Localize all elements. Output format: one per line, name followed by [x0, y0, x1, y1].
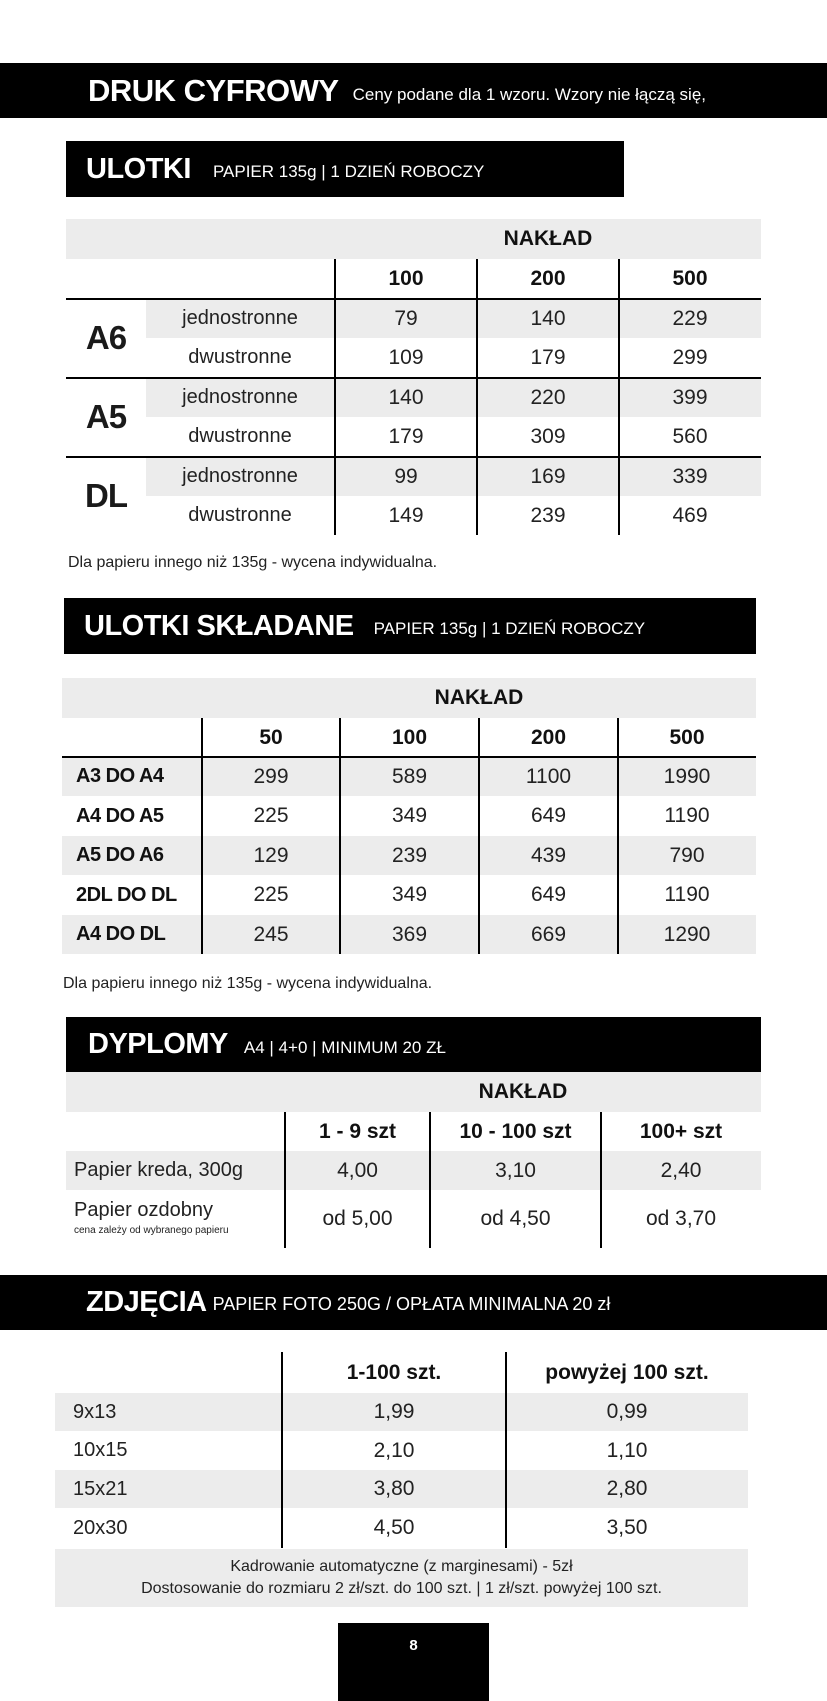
- skladane-title: ULOTKI SKŁADANE: [84, 609, 354, 642]
- skladane-price: 790: [669, 843, 705, 867]
- ulotki-price: 169: [530, 464, 566, 488]
- zdjecia-price: 2,10: [373, 1438, 415, 1462]
- ulotki-price: 229: [672, 306, 708, 330]
- page-number-tab: [338, 1623, 489, 1701]
- ulotki-price: 399: [672, 385, 708, 409]
- skladane-price: 1190: [664, 804, 710, 827]
- page-title: DRUK CYFROWY: [88, 72, 339, 108]
- page-subtitle: Ceny podane dla 1 wzoru. Wzory nie łączą się,: [352, 84, 707, 104]
- skladane-col-header: 200: [530, 725, 567, 749]
- dyplomy-price: 3,10: [495, 1158, 536, 1182]
- skladane-header: [64, 598, 756, 654]
- dyplomy-price: 2,40: [660, 1158, 702, 1182]
- ulotki-price: 79: [394, 306, 418, 330]
- zdjecia-header: [0, 1275, 827, 1330]
- zdjecia-footer-line: Dostosowanie do rozmiaru 2 zł/szt. do 100 szt. | 1 zł/szt. powyżej 100 szt.: [141, 1580, 662, 1597]
- page-number: 8: [409, 1637, 418, 1654]
- dyplomy-title: DYPLOMY: [88, 1028, 228, 1060]
- skladane-price: 349: [391, 804, 428, 827]
- ulotki-row-label: dwustronne: [188, 504, 292, 526]
- zdjecia-price: 0,99: [606, 1400, 648, 1423]
- ulotki-col-header: 100: [388, 267, 424, 290]
- ulotki-price: 560: [672, 424, 708, 448]
- ulotki-row-label: jednostronne: [182, 307, 298, 329]
- ulotki-note: Dla papieru innego niż 135g - wycena indywidualna.: [68, 554, 438, 571]
- zdjecia-price: 1,99: [373, 1400, 415, 1423]
- skladane-price: 129: [253, 843, 289, 867]
- ulotki-format-a6: A6: [85, 319, 127, 356]
- zdjecia-footer: [55, 1549, 748, 1607]
- ulotki-title: ULOTKI: [86, 152, 191, 185]
- zdjecia-row-label: 10x15: [73, 1439, 128, 1461]
- skladane-price: 225: [253, 883, 289, 906]
- dyplomy-col-header: 100+ szt: [639, 1119, 723, 1143]
- ulotki-price: 140: [388, 385, 424, 409]
- zdjecia-row-label: 15x21: [73, 1477, 128, 1500]
- ulotki-price: 140: [530, 306, 566, 330]
- skladane-price: 1100: [525, 764, 572, 788]
- dyplomy-row-label: Papier kreda, 300g: [74, 1159, 244, 1181]
- ulotki-price: 239: [530, 503, 566, 527]
- dyplomy-price: od 4,50: [480, 1207, 551, 1230]
- page-header: [0, 63, 827, 118]
- ulotki-col-header: 500: [672, 267, 708, 290]
- dyplomy-subtitle: A4 | 4+0 | MINIMUM 20 ZŁ: [243, 1037, 446, 1057]
- zdjecia-price: 1,10: [606, 1438, 648, 1462]
- skladane-subtitle: PAPIER 135g | 1 DZIEŃ ROBOCZY: [373, 619, 646, 638]
- skladane-price: 1190: [664, 883, 710, 906]
- zdjecia-col-header: 1-100 szt.: [346, 1360, 442, 1384]
- skladane-price: 439: [530, 843, 567, 867]
- ulotki-format-dl: DL: [85, 477, 127, 514]
- dyplomy-col-header: 1 - 9 szt: [318, 1119, 397, 1143]
- dyplomy-header: [66, 1017, 761, 1072]
- skladane-price: 649: [530, 883, 567, 906]
- zdjecia-price: 2,80: [606, 1477, 648, 1500]
- ulotki-price: 299: [672, 345, 708, 369]
- zdjecia-col-header: powyżej 100 szt.: [545, 1360, 709, 1384]
- ulotki-price: 179: [530, 345, 566, 369]
- ulotki-price: 469: [672, 503, 708, 527]
- dyplomy-price: od 3,70: [645, 1207, 717, 1230]
- skladane-row-label: A5 DO A6: [76, 844, 164, 866]
- skladane-price: 669: [530, 922, 567, 946]
- ulotki-row-label: dwustronne: [188, 346, 292, 368]
- dyplomy-price: 4,00: [337, 1158, 378, 1182]
- skladane-price: 649: [530, 804, 567, 827]
- ulotki-naklad-label: NAKŁAD: [503, 227, 593, 250]
- dyplomy-col-header: 10 - 100 szt: [459, 1119, 572, 1143]
- skladane-row-label: A3 DO A4: [76, 765, 164, 787]
- ulotki-subtitle: PAPIER 135g | 1 DZIEŃ ROBOCZY: [212, 162, 485, 181]
- skladane-note: Dla papieru innego niż 135g - wycena indywidualna.: [63, 975, 433, 992]
- skladane-price: 245: [253, 922, 289, 946]
- skladane-col-header: 50: [259, 725, 283, 749]
- dyplomy-row-sublabel: cena zależy od wybranego papieru: [74, 1225, 229, 1236]
- ulotki-price: 309: [530, 424, 566, 448]
- ulotki-header: [66, 141, 624, 197]
- dyplomy-price: od 5,00: [322, 1207, 393, 1230]
- ulotki-price: 149: [388, 503, 424, 527]
- ulotki-row-label: jednostronne: [182, 386, 298, 408]
- ulotki-col-header: 200: [530, 267, 566, 290]
- skladane-price: 1990: [663, 764, 711, 788]
- zdjecia-row-label: 9x13: [73, 1400, 117, 1423]
- ulotki-price: 179: [388, 424, 424, 448]
- ulotki-format-a5: A5: [85, 398, 127, 435]
- skladane-col-header: 500: [669, 725, 705, 749]
- ulotki-price: 220: [530, 385, 566, 409]
- zdjecia-price: 3,80: [373, 1477, 415, 1500]
- skladane-price: 225: [253, 804, 289, 827]
- ulotki-price: 339: [672, 464, 708, 488]
- zdjecia-footer-line: Kadrowanie automatyczne (z marginesami) - 5zł: [230, 1558, 573, 1575]
- skladane-price: 349: [391, 883, 428, 906]
- ulotki-price: 99: [394, 464, 418, 488]
- skladane-row-label: A4 DO DL: [76, 923, 166, 945]
- zdjecia-price: 3,50: [606, 1516, 648, 1539]
- ulotki-row-label: jednostronne: [182, 465, 298, 487]
- skladane-row-label: 2DL DO DL: [76, 883, 177, 906]
- zdjecia-row-label: 20x30: [73, 1516, 128, 1539]
- skladane-price: 1290: [663, 922, 711, 946]
- ulotki-price: 109: [388, 345, 424, 369]
- dyplomy-row-label: Papier ozdobny: [74, 1199, 213, 1221]
- skladane-naklad-label: NAKŁAD: [434, 686, 524, 709]
- skladane-row-label: A4 DO A5: [76, 804, 164, 827]
- ulotki-row-label: dwustronne: [188, 425, 292, 447]
- skladane-price: 299: [253, 764, 289, 788]
- skladane-price: 369: [391, 922, 428, 946]
- dyplomy-naklad-label: NAKŁAD: [478, 1080, 568, 1103]
- zdjecia-price: 4,50: [373, 1516, 415, 1539]
- skladane-price: 589: [391, 764, 428, 788]
- zdjecia-subtitle: PAPIER FOTO 250G / OPŁATA MINIMALNA 20 zł: [212, 1294, 611, 1314]
- skladane-price: 239: [391, 843, 428, 867]
- zdjecia-title: ZDJĘCIA: [86, 1286, 207, 1318]
- skladane-col-header: 100: [391, 725, 428, 749]
